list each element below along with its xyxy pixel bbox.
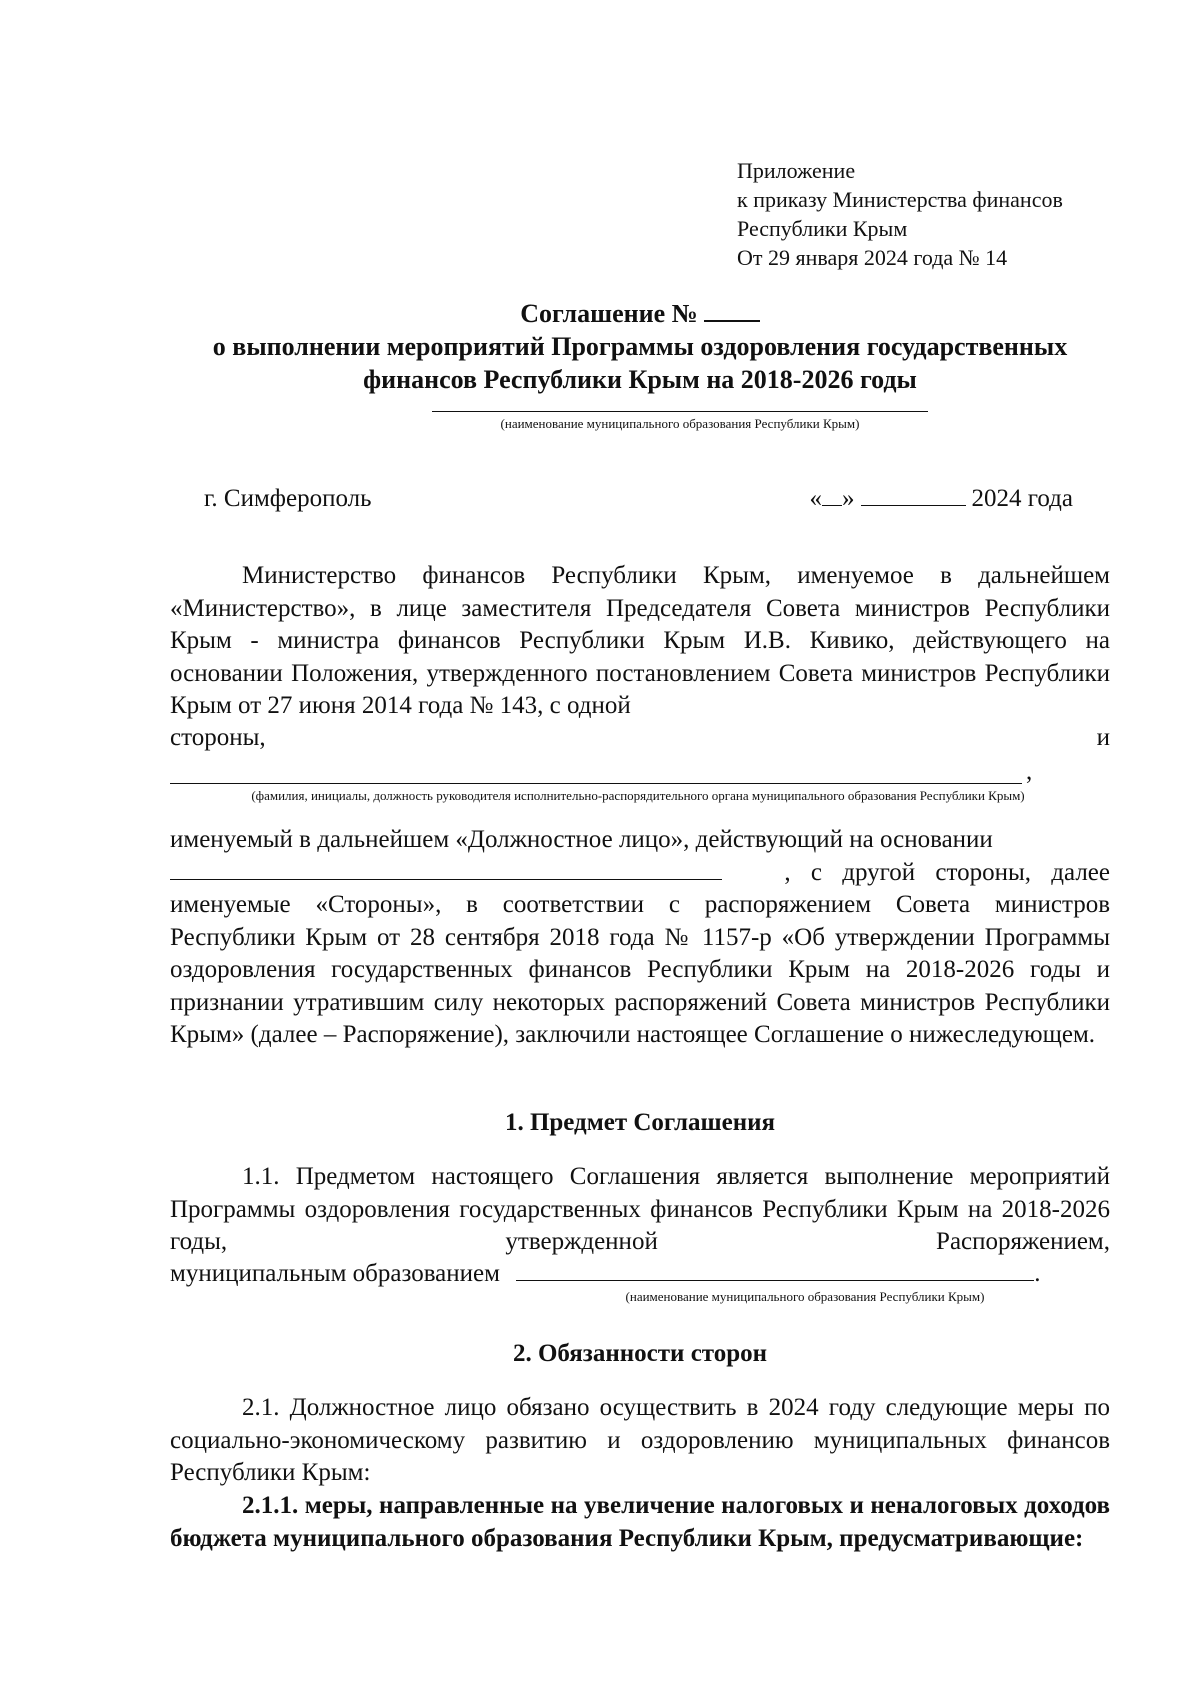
parties-paragraph: именуемый в дальнейшем «Должностное лицо», действующий на основании , с другой стороны, далее именуемые «Стороны», в соответствии с распоряжением Совета министров Республики Крым от 28 сентября 2018 года № 1157-р «Об утверждении Программы оздоровления государственных финансов Республики Крым на 2018-2026 годы и признании утратившим силу некоторых распоряжений Совета министров Республики Крым» (далее – Распоряжение), заключили настоящее Соглашение о нижеследующем.	[170, 826, 1110, 1048]
official-caption: (фамилия, инициалы, должность руководителя исполнительно-распорядительного органа муниципального образования Республики Крым)	[251, 788, 1025, 803]
appendix-line-1: Приложение	[737, 158, 856, 183]
title-line-2: о выполнении мероприятий Программы оздоровления государственных	[212, 332, 1068, 361]
section-1-heading: 1. Предмет Соглашения	[504, 1109, 776, 1136]
appendix-line-4: От 29 января 2024 года № 14	[737, 245, 1008, 270]
section-2-heading: 2. Обязанности сторон	[512, 1340, 768, 1367]
title-line-1: Соглашение №	[520, 299, 698, 328]
clause-1-1-tail: муниципальным образованием .	[170, 1260, 1041, 1287]
municipality-caption: (наименование муниципального образования Республики Крым)	[500, 416, 860, 431]
month-blank[interactable]	[861, 483, 966, 506]
appendix-line-2: к приказу Министерства финансов	[737, 187, 1063, 212]
day-blank[interactable]	[822, 483, 842, 506]
official-name-blank[interactable]	[170, 783, 1022, 784]
municipality-name-blank[interactable]	[432, 411, 928, 412]
place-name: г. Симферополь	[204, 485, 372, 512]
clause-1-1: 1.1. Предметом настоящего Соглашения является выполнение мероприятий Программы оздоровления государственных финансов Республики Крым на 2018-2026 годы, утвержденной Распоряжением,	[170, 1163, 1110, 1255]
date-year: 2024 года	[971, 485, 1073, 512]
intro-paragraph: Министерство финансов Республики Крым, именуемое в дальнейшем «Министерство», в лице заместителя Председателя Совета министров Республики Крым - министра финансов Республики Крым И.В. Кивико, действующего на основании Положения, утвержденного постановлением Совета министров Республики Крым от 27 июня 2014 года № 143, с одной	[170, 562, 1110, 719]
official-comma: ,	[1026, 758, 1033, 785]
agreement-number-blank[interactable]	[704, 296, 760, 322]
clause-2-1: 2.1. Должностное лицо обязано осуществить в 2024 году следующие меры по социально-экономическому развитию и оздоровлению муниципальных финансов Республики Крым:	[170, 1394, 1110, 1486]
document-title	[160, 296, 1120, 396]
basis-document-blank[interactable]	[170, 857, 722, 880]
intro-last-line: стороны, и	[170, 724, 1110, 751]
title-line-3: финансов Республики Крым на 2018-2026 годы	[363, 365, 917, 394]
clause-2-1-1: 2.1.1. меры, направленные на увеличение налоговых и неналоговых доходов бюджета муниципального образования Республики Крым, предусматривающие:	[170, 1492, 1110, 1552]
appendix-block	[737, 156, 1063, 272]
clause-1-1-caption: (наименование муниципального образования Республики Крым)	[625, 1289, 985, 1304]
appendix-line-3: Республики Крым	[737, 216, 908, 241]
municipality-name-blank-2[interactable]	[516, 1258, 1034, 1281]
agreement-date: « » 2024 года	[809, 485, 1073, 512]
